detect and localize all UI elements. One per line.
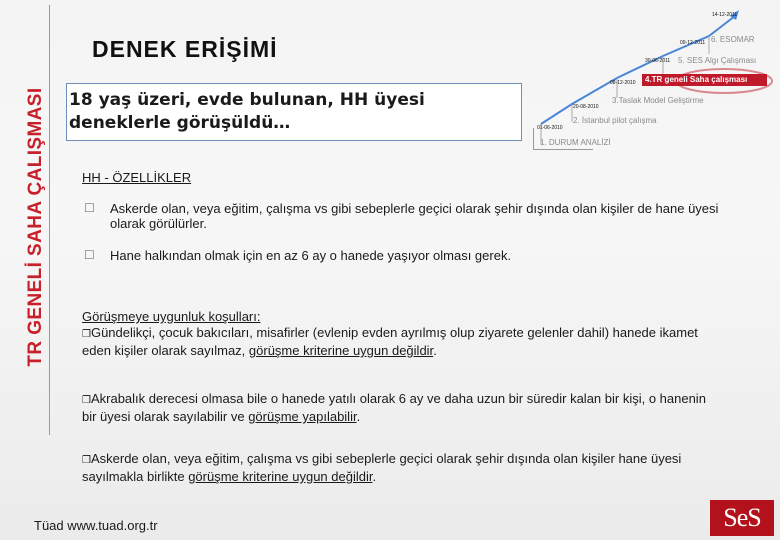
timeline-date-4: 30-06-2011 bbox=[645, 58, 671, 64]
condition-end: . bbox=[372, 469, 377, 484]
condition-end: . bbox=[356, 409, 361, 424]
condition-text: Askerde olan, veya eğitim, çalışma vs gibi sebeplerle geçici olarak şehir dışında olan kişiler hane üyesi sayılmakla birlikte bbox=[82, 451, 682, 484]
highlight-line-1: 18 yaş üzeri, evde bulunan, HH üyesi bbox=[69, 90, 425, 110]
slide-title: DENEK ERİŞİMİ bbox=[92, 36, 278, 62]
vertical-section-title: TR GENELİ SAHA ÇALIŞMASI bbox=[25, 87, 46, 367]
ses-logo bbox=[710, 500, 774, 536]
condition-end: . bbox=[433, 343, 437, 358]
timeline-step-4-active: 4.TR geneli Saha çalışması bbox=[645, 75, 748, 84]
timeline-step-1: 1. DURUM ANALİZİ bbox=[540, 138, 611, 147]
timeline-step-3: 3.Taslak Model Geliştirme bbox=[612, 96, 704, 105]
q-bullet-icon: ❒ bbox=[82, 329, 91, 340]
footer-url: Tüad www.tuad.org.tr bbox=[34, 518, 158, 533]
condition-emphasis: görüşme yapılabilir bbox=[248, 409, 357, 424]
condition-emphasis: görüşme kriterine uygun değildir bbox=[188, 469, 373, 484]
highlight-line-2: deneklerle görüşüldü… bbox=[69, 113, 291, 133]
timeline-date-6: 14-12-2011 bbox=[712, 12, 738, 18]
timeline-step-5: 5. SES Algı Çalışması bbox=[678, 56, 757, 65]
timeline-step-6: 6. ESOMAR bbox=[711, 35, 755, 44]
q-bullet-icon: ❒ bbox=[82, 455, 91, 466]
timeline-date-5: 09-12-2011 bbox=[680, 40, 706, 46]
bullet-item: Hane halkından olmak için en az 6 ay o hanede yaşıyor olması gerek. bbox=[110, 248, 512, 263]
conditions-heading: Görüşmeye uygunluk koşulları: bbox=[82, 309, 261, 324]
timeline-date-1: 01-06-2010 bbox=[537, 125, 563, 131]
timeline-step-2: 2. İstanbul pilot çalışma bbox=[573, 116, 657, 125]
condition-item bbox=[82, 451, 722, 485]
bullet-item: Askerde olan, veya eğitim, çalışma vs gibi sebeplerle geçici olarak şehir dışında olan kişiler de hane üyesi olarak görülürler. bbox=[110, 201, 719, 231]
highlight-text bbox=[69, 89, 517, 135]
checkbox-bullet-icon: ☐ bbox=[84, 201, 95, 215]
highlight-box bbox=[66, 83, 522, 141]
condition-text: Akrabalık derecesi olmasa bile o hanede yatılı olarak 6 ay ve daha uzun bir süredir kalan bir kişi, o hanenin bir üyesi olarak sayılabilir ve bbox=[82, 391, 706, 424]
hh-heading: HH - ÖZELLİKLER bbox=[82, 170, 192, 185]
timeline-date-2: 20-08-2010 bbox=[573, 104, 599, 110]
checkbox-bullet-icon: ☐ bbox=[84, 248, 95, 262]
logo-text: SeS bbox=[723, 503, 761, 532]
condition-item bbox=[82, 391, 722, 425]
condition-emphasis: görüşme kriterine uygun değildir bbox=[248, 343, 434, 358]
q-bullet-icon: ❒ bbox=[82, 395, 91, 406]
timeline-date-3: 08-12-2010 bbox=[610, 80, 636, 86]
condition-text: Gündelikçi, çocuk bakıcıları, misafirler (evlenip evden ayrılmış olup ziyarete gelenler dahil) hanede ikamet eden kişiler olarak sayılmaz, bbox=[82, 325, 698, 358]
sidebar-divider bbox=[49, 5, 50, 435]
condition-item bbox=[82, 325, 722, 359]
